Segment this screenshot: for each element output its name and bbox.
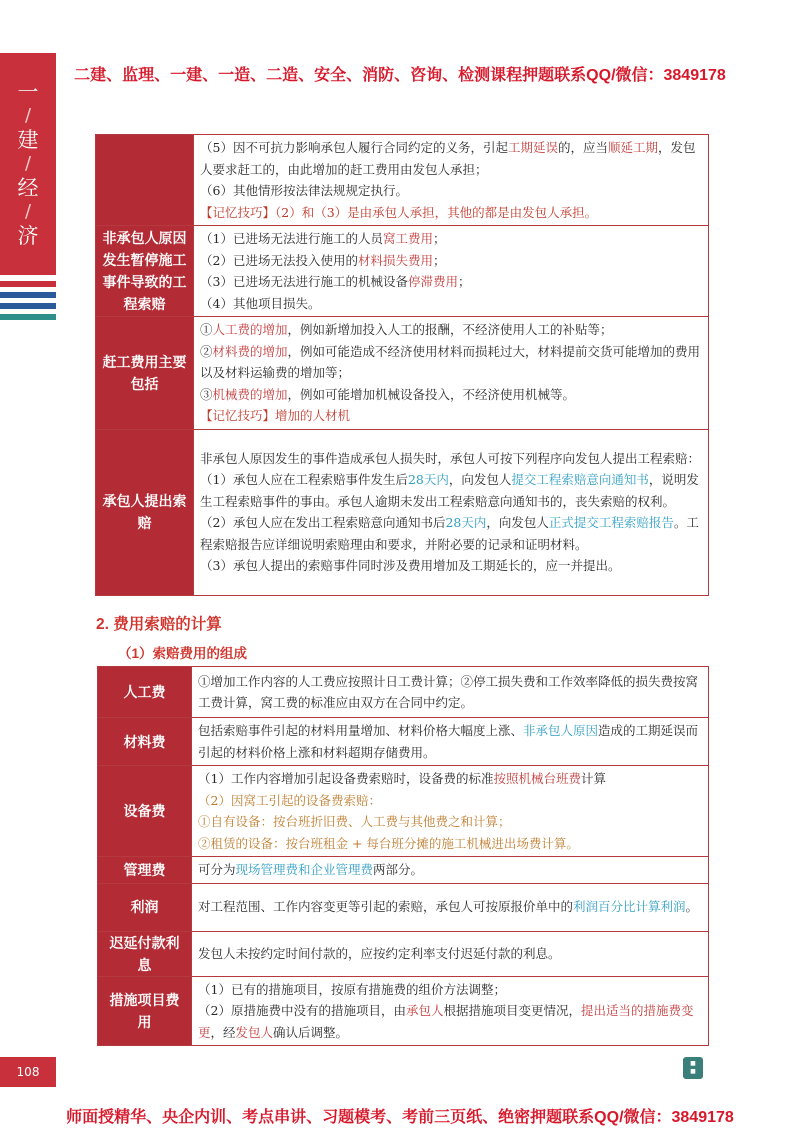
row-content: 对工程范围、工作内容变更等引起的索赔，承包人可按原报价单中的利润百分比计算利润。	[192, 883, 709, 931]
table-row	[98, 883, 709, 931]
side-stripe-teal	[0, 314, 56, 320]
table-row	[96, 429, 709, 595]
side-tab-char: 济	[17, 224, 39, 248]
section-title: 2. 费用索赔的计算	[96, 616, 222, 633]
row-content: 发包人未按约定时间付款的，应按约定利率支付迟延付款的利息。	[192, 931, 709, 976]
side-stripe-blue	[0, 303, 56, 309]
row-label: 人工费	[98, 667, 192, 718]
row-label: 赶工费用主要包括	[96, 317, 194, 430]
row-label: 管理费	[98, 857, 192, 884]
row-content: （1）已有的措施项目，按原有措施费的组价方法调整； （2）原措施费中没有的措施项目，由承包人根据措施项目变更情况，提出适当的措施费变更，经发包人确认后调整。	[192, 976, 709, 1046]
table-row	[96, 226, 709, 317]
row-label: 利润	[98, 883, 192, 931]
side-tab-char: 经	[17, 176, 39, 200]
row-content: ①增加工作内容的人工费应按照计日工费计算；②停工损失费和工作效率降低的损失费按窝工费计算，窝工费的标准应由双方在合同中约定。	[192, 667, 709, 718]
table-row	[98, 976, 709, 1046]
row-content: （1）已进场无法进行施工的人员窝工费用； （2）已进场无法投入使用的材料损失费用； （3）已进场无法进行施工的机械设备停滞费用； （4）其他项目损失。	[194, 226, 709, 317]
table-row	[98, 931, 709, 976]
side-tab-char: 建	[17, 128, 39, 152]
row-content: 可分为现场管理费和企业管理费两部分。	[192, 857, 709, 884]
row-label: 材料费	[98, 718, 192, 766]
row-label: 设备费	[98, 766, 192, 857]
row-label: 承包人提出索赔	[96, 429, 194, 595]
side-tab-separator: /	[24, 201, 32, 222]
row-label: 措施项目费用	[98, 976, 192, 1046]
page-number: 108	[0, 1057, 56, 1087]
row-content: （1）工作内容增加引起设备费索赔时，设备费的标准按照机械台班费计算 （2）因窝工引起的设备费索赔： ①自有设备：按台班折旧费、人工费与其他费之和计算； ②租赁的设备：按台班租金 + 每台班分摊的施工机械进出场费计算。	[192, 766, 709, 857]
side-stripe-blue	[0, 292, 56, 298]
side-tab-separator: /	[24, 105, 32, 126]
table-row	[96, 135, 709, 226]
table-row	[98, 857, 709, 884]
row-label: 迟延付款利息	[98, 931, 192, 976]
claim-cost-table	[97, 666, 709, 1046]
footer-banner: 师面授精华、央企内训、考点串讲、习题模考、考前三页纸、绝密押题联系QQ/微信：3849178	[66, 1109, 734, 1126]
row-content: ①人工费的增加，例如新增加投入人工的报酬，不经济使用人工的补贴等； ②材料费的增加，例如可能造成不经济使用材料而损耗过大，材料提前交货可能增加的费用以及材料运输费的增加等； ③机械费的增加，例如可能增加机械设备投入，不经济使用机械等。 【记忆技巧】增加的人材机	[194, 317, 709, 430]
row-content	[194, 135, 709, 226]
claims-table	[95, 134, 709, 596]
header-banner: 二建、监理、一建、一造、二造、安全、消防、咨询、检测课程押题联系QQ/微信：3849178	[74, 67, 726, 84]
paragraph: （5）因不可抗力影响承包人履行合同约定的义务，引起工期延误的，应当顺延工期，发包人要求赶工的，由此增加的赶工费用由发包人承担；	[200, 140, 696, 177]
side-stripe-red	[0, 281, 56, 287]
side-chapter-tab	[0, 53, 56, 275]
memory-tip: 【记忆技巧】增加的人材机	[200, 408, 351, 423]
row-label-empty	[96, 135, 194, 226]
row-label: 非承包人原因发生暂停施工事件导致的工程索赔	[96, 226, 194, 317]
row-content: 非承包人原因发生的事件造成承包人损失时，承包人可按下列程序向发包人提出工程索赔： （1）承包人应在工程索赔事件发生后28天内，向发包人提交工程索赔意向通知书，说明发生工程索赔事件的事由。承包人逾期未发出工程索赔意向通知书的，丧失索赔的权利。 （2）承包人应在发出工程索赔意向通知书后28天内，向发包人正式提交工程索赔报告。工程索赔报告应详细说明索赔理由和要求，并附必要的记录和证明材料。 （3）承包人提出的索赔事件同时涉及费用增加及工期延长的，应一并提出。	[194, 429, 709, 595]
table-row	[98, 766, 709, 857]
paragraph: （6）其他情形按法律法规规定执行。	[200, 183, 408, 198]
section-subtitle: （1）索赔费用的组成	[118, 646, 248, 661]
table-row	[98, 667, 709, 718]
row-content: 包括索赔事件引起的材料用量增加、材料价格大幅度上涨、非承包人原因造成的工期延误而引起的材料价格上涨和材料超期存储费用。	[192, 718, 709, 766]
side-tab-separator: /	[24, 153, 32, 174]
table-row	[96, 317, 709, 430]
memory-tip: 【记忆技巧】（2）和（3）是由承包人承担，其他的都是由发包人承担。	[200, 204, 598, 220]
chapter-badge-icon: ■ ■	[683, 1057, 703, 1079]
table-row	[98, 718, 709, 766]
side-tab-char: 一	[17, 80, 39, 104]
